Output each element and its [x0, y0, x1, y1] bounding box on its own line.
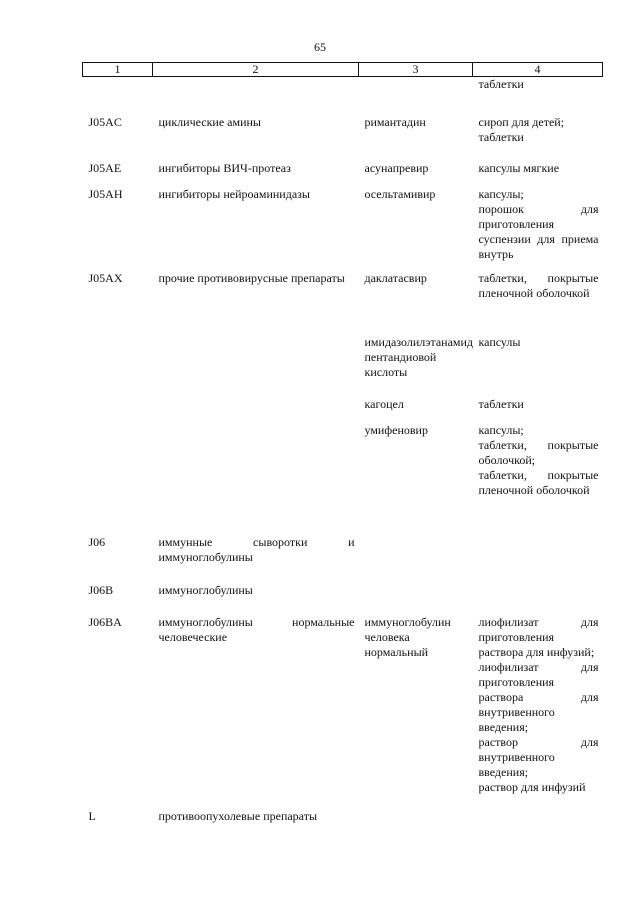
dosage-form-item: капсулы;: [478, 186, 524, 201]
drug-name-cell: кагоцел: [364, 396, 404, 411]
dosage-forms-cell: [473, 115, 603, 161]
dosage-form-item: таблетки: [478, 396, 524, 411]
drug-name-cell: осельтамивир: [364, 186, 436, 201]
dosage-forms-cell: [473, 335, 603, 397]
table-row: [83, 809, 603, 833]
pharmacological-group-cell: [153, 397, 359, 423]
dosage-forms-cell: [473, 535, 603, 583]
table-row: [83, 423, 603, 535]
pharmacological-group-cell: противоопухолевые препараты: [158, 808, 318, 823]
drug-name-cell: римантадин: [364, 114, 426, 129]
pharmacological-group-cell: ингибиторы нейроаминидазы: [158, 186, 310, 201]
pharmacological-group-cell: иммунные сыворотки и иммуноглобулины: [158, 534, 355, 564]
atc-code-cell: [83, 397, 153, 423]
table-row: [83, 583, 603, 615]
table-header: [83, 63, 603, 77]
column-header-1: 1: [83, 63, 153, 77]
pharmacological-group-cell: [153, 423, 359, 535]
table-row: [83, 615, 603, 809]
atc-code-cell: J06B: [88, 582, 114, 597]
table-row: [83, 397, 603, 423]
atc-code-cell: J05AC: [88, 114, 122, 129]
pharmacological-group-cell: прочие противовирусные препараты: [158, 270, 345, 285]
dosage-form-item: раствор для инфузий: [478, 779, 586, 794]
table-row: [83, 187, 603, 271]
pharmacological-group-cell: [153, 335, 359, 397]
drug-name-cell: даклатасвир: [364, 270, 427, 285]
table-row: [83, 535, 603, 583]
table-row: [83, 77, 603, 115]
dosage-form-item: таблетки, покрытые пленочной оболочкой: [478, 467, 599, 497]
dosage-form-item: порошок для приготовления суспензии для приема внутрь: [478, 201, 599, 261]
pharmacological-group-cell: ингибиторы ВИЧ-протеаз: [158, 160, 291, 175]
dosage-form-item: лиофилизат для приготовления раствора для инфузий;: [478, 614, 599, 659]
column-header-4: 4: [473, 63, 603, 77]
pharmacological-group-cell: иммуноглобулины нормальные человеческие: [158, 614, 355, 644]
atc-code-cell: J05AX: [88, 270, 123, 285]
table-row: [83, 335, 603, 397]
dosage-forms-cell: [473, 809, 603, 833]
table-row: [83, 115, 603, 161]
dosage-form-item: капсулы мягкие: [478, 160, 560, 175]
table-row: [83, 271, 603, 335]
pharmacological-group-cell: циклические амины: [158, 114, 261, 129]
atc-code-cell: [83, 423, 153, 535]
dosage-forms-cell: [473, 397, 603, 423]
dosage-form-item: раствор для внутривенного введения;: [478, 734, 599, 779]
dosage-form-item: таблетки: [478, 77, 524, 91]
dosage-form-item: таблетки, покрытые пленочной оболочкой: [478, 270, 599, 300]
atc-code-cell: J05AE: [88, 160, 122, 175]
drug-name-cell: [359, 77, 473, 115]
dosage-forms-cell: [473, 187, 603, 271]
dosage-forms-cell: [473, 161, 603, 187]
table-body: [83, 77, 603, 833]
drug-name-cell: [359, 809, 473, 833]
drug-table: [82, 62, 603, 833]
dosage-form-item: сироп для детей;: [478, 114, 565, 129]
pharmacological-group-cell: иммуноглобулины: [158, 582, 253, 597]
drug-name-cell: асунапревир: [364, 160, 429, 175]
atc-code-cell: J06BA: [88, 614, 122, 629]
atc-code-cell: [83, 77, 153, 115]
dosage-forms-cell: [473, 615, 603, 809]
dosage-form-item: таблетки: [478, 129, 524, 144]
drug-name-cell: имидазолилэтанамид пентандиовой кислоты: [364, 334, 474, 379]
atc-code-cell: J05AH: [88, 186, 123, 201]
dosage-forms-cell: [473, 423, 603, 535]
dosage-form-item: таблетки, покрытые оболочкой;: [478, 437, 599, 467]
dosage-forms-cell: [473, 583, 603, 615]
atc-code-cell: L: [88, 808, 96, 823]
dosage-form-item: капсулы: [478, 334, 521, 349]
atc-code-cell: J06: [88, 534, 106, 549]
dosage-form-item: лиофилизат для приготовления раствора для внутривенного введения;: [478, 659, 599, 734]
dosage-forms-cell: [473, 77, 603, 115]
column-header-2: 2: [153, 63, 359, 77]
table-row: [83, 161, 603, 187]
drug-name-cell: умифеновир: [364, 422, 428, 437]
page-number: 65: [314, 40, 326, 54]
drug-name-cell: иммуноглобулин человека нормальный: [364, 614, 451, 659]
drug-name-cell: [359, 535, 473, 583]
atc-code-cell: [83, 335, 153, 397]
dosage-form-item: капсулы;: [478, 422, 524, 437]
drug-name-cell: [359, 583, 473, 615]
dosage-forms-cell: [473, 271, 603, 335]
pharmacological-group-cell: [153, 77, 359, 115]
column-header-3: 3: [359, 63, 473, 77]
